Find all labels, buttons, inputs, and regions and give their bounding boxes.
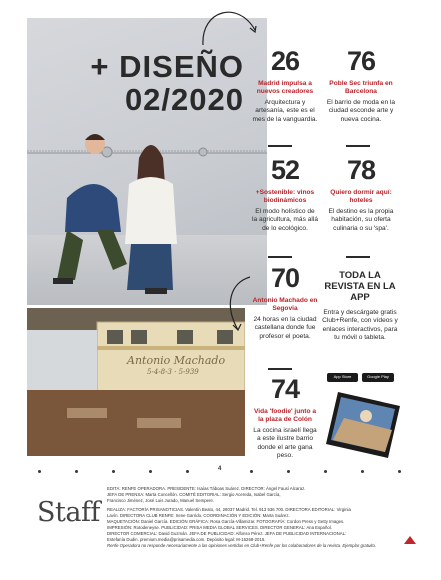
item-headline: Vida 'foodie' junto a la plaza de Colón [254,408,316,423]
item-26 [252,46,318,124]
app-promo-description: Entra y descárgate gratis Club+Renfe, con vídeos y enlaces interactivos, para tu móvil o tableta. [322,309,398,341]
item-number: 78 [346,155,376,185]
tablet-mockup [324,388,402,460]
item-52 [252,155,318,233]
train-number-sign: 5-4-8-3 · 5-939 [147,368,199,376]
divider [346,145,370,147]
item-description: El modo holístico de la agricultura, más allá de lo ecológico. [252,208,318,232]
credits-line: EDITA: RENFE OPERADORA. PRESIDENTE: Isaías Táboas Suárez. DIRECTOR: Ángel Fausí Alcaraz. [107,486,306,491]
item-description: El barrio de moda en la ciudad esconde arte y nueva cocina. [326,99,396,123]
section-title-line1: + DISEÑO [90,49,244,84]
item-description: Arquitectura y artesanía, este es el mes de la vanguardia. [252,99,318,123]
item-70 [252,263,318,341]
item-headline: +Sostenible: vinos biodinámicos [255,189,315,204]
credits-line: JEFA DE PRENSA: Marta Concellón. COMITÉ EDITORIAL: Sergio Acereda, Isabel García, [107,492,281,497]
train-illustration [27,308,245,456]
credits-line: IMPRESIÓN: Rotodeneyse. PUBLICIDAD: PRISA MEDIA GLOBAL SERVICES. DIRECTOR GENERAL: Ana Español. [107,525,332,530]
train-name-sign: Antonio Machado [127,354,226,367]
item-74 [252,374,318,460]
section-title-line2: 02/2020 [124,82,244,117]
item-number: 70 [270,263,300,293]
separator-dot [112,470,115,473]
credits-line: Estefanía Dudin. premium.media@prisamedia.com. Depósito legal: M-15268-2015. [107,537,266,542]
item-78 [326,155,396,233]
divider [268,145,292,147]
staff-heading: Staff [37,497,100,528]
separator-dot [287,470,290,473]
separator-dot [149,470,152,473]
item-description: 24 horas en la ciudad castellana donde fue profesor el poeta. [253,316,317,340]
credits-line: MAQUETACIÓN: Daniel García. EDICIÓN GRÁFICA: Rosa García-Villamizar. FOTOGRAFÍA: Cordon Press y Getty Images. [107,519,345,524]
curved-arrow-icon-2 [220,275,260,335]
divider [268,256,292,258]
item-number: 76 [346,46,376,76]
google-play-badge[interactable]: Google Play [362,373,394,382]
credits-line: Francisco Jiménez, José Luis Jurado, Manuel Sempere. [107,498,214,503]
item-76 [326,46,396,124]
app-store-badge[interactable]: App Store [327,373,358,382]
credits-disclaimer: Renfe Operadora no responde necesariamente a las opiniones vertidas en Club+Renfe por los colaboradores de la revista. Ejemplar gratuito. [107,543,377,548]
separator-dot [38,470,41,473]
separator-dot [361,470,364,473]
item-headline: Madrid impulsa a nuevos creadores [256,80,314,95]
item-headline: Quiero dormir aquí: hoteles [330,189,392,204]
app-promo [322,270,398,342]
item-number: 52 [270,155,300,185]
separator-dot [324,470,327,473]
divider [268,368,292,370]
item-number: 26 [270,46,300,76]
train-photo [27,308,245,456]
separator-dot [250,470,253,473]
item-description: El destino es la propia habitación, su oferta culinaria o su 'spa'. [328,208,394,232]
app-promo-title: TODA LA REVISTA EN LA APP [324,270,396,303]
divider [346,256,370,258]
page-number: 4 [218,466,222,472]
separator-dot [186,470,189,473]
certification-logo-icon [403,535,417,545]
item-number: 74 [270,374,300,404]
staff-credits [107,486,419,549]
credits-line: REALIZA: FACTORÍA PRISANOTICIAS. Valentín Beato, 44, 28037 Madrid. Tel. 913 536 700. DIRECTORA EDITORIAL: Virginia [107,507,351,512]
credits-line: DIRECTOR COMERCIAL: David Guzmán. JEFA DE PUBLICIDAD: Alfonso Pérez. JEFA DE PUBLICIDAD INTERNACIONAL: [107,531,347,536]
separator-dot [75,470,78,473]
item-headline: Antonio Machado en Segovia [252,297,318,312]
item-description: La cocina israelí llega a este ilustre barrio donde el arte gana peso. [253,427,317,459]
item-headline: Poble Sec triunfa en Barcelona [329,80,393,95]
credits-line: Lavín. DIRECTORA CLUB RENFE: Irene Garrido. COORDINACIÓN Y EDICIÓN: Marta Suárez. [107,513,290,518]
separator-dot [398,470,401,473]
